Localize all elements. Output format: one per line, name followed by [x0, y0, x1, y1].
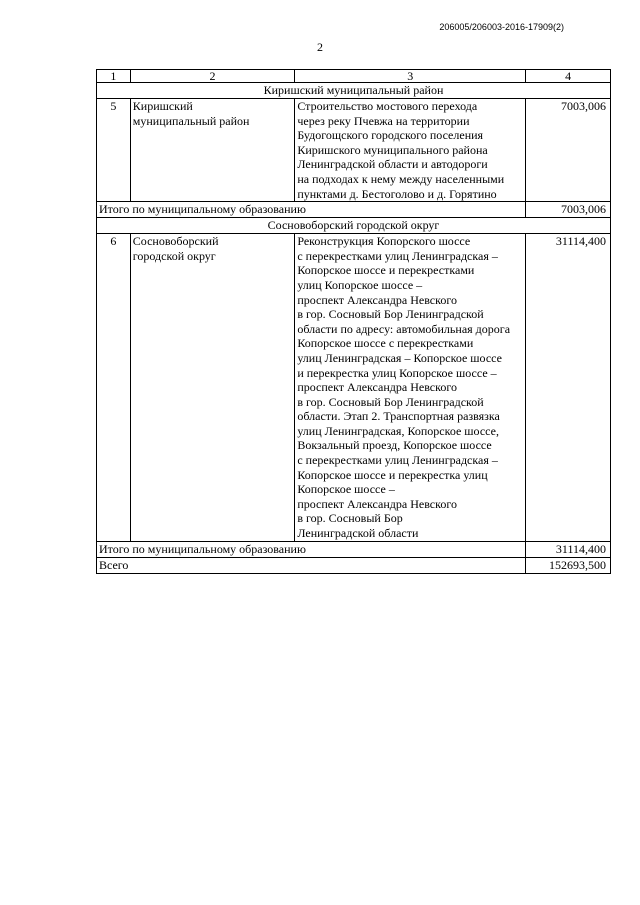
column-number-row [97, 70, 611, 83]
subtotal-label: Итого по муниципальному образованию [97, 202, 526, 218]
funding-table [96, 69, 611, 574]
page-number: 2 [317, 40, 323, 54]
subtotal-row [97, 202, 611, 218]
table-row [97, 234, 611, 541]
municipality-name: Киришский муниципальный район [130, 99, 295, 202]
section-row-kirishi [97, 83, 611, 99]
column-header-4: 4 [526, 70, 611, 83]
section-row-sosnovy-bor [97, 218, 611, 234]
amount: 7003,006 [526, 99, 611, 202]
subtotal-row [97, 541, 611, 557]
table-row [97, 99, 611, 202]
section-title: Сосновоборский городской округ [97, 218, 611, 234]
column-header-3: 3 [295, 70, 526, 83]
subtotal-label: Итого по муниципальному образованию [97, 541, 526, 557]
row-number: 5 [97, 99, 131, 202]
subtotal-amount: 7003,006 [526, 202, 611, 218]
total-label: Всего [97, 557, 526, 573]
document-id: 206005/206003-2016-17909(2) [439, 22, 564, 32]
row-number: 6 [97, 234, 131, 541]
section-title: Киришский муниципальный район [97, 83, 611, 99]
project-description: Реконструкция Копорского шоссе с перекрестками улиц Ленинградская – Копорское шоссе и перекрестками улиц Копорское шоссе – проспект Александра Невского в гор. Сосновый Бор Ленинградской области по адресу: автомобильная дорога Копорское шоссе с перекрестками улиц Ленинградская – Копорское шоссе и перекрестка улиц Копорское шоссе – проспект Александра Невского в гор. Сосновый Бор Ленинградской области. Этап 2. Транспортная развязка улиц Ленинградская, Копорское шоссе, Вокзальный проезд, Копорское шоссе с перекрестками улиц Ленинградская – Копорское шоссе и перекрестка улиц Копорское шоссе – проспект Александра Невского в гор. Сосновый Бор Ленинградской области [295, 234, 526, 541]
column-header-2: 2 [130, 70, 295, 83]
grand-total-row [97, 557, 611, 573]
project-description: Строительство мостового перехода через реку Пчевжа на территории Будогощского городского поселения Киришского муниципального района Ленинградской области и автодороги на подходах к нему между населенными пунктами д. Бестоголово и д. Горятино [295, 99, 526, 202]
subtotal-amount: 31114,400 [526, 541, 611, 557]
municipality-name: Сосновоборский городской округ [130, 234, 295, 541]
column-header-1: 1 [97, 70, 131, 83]
total-amount: 152693,500 [526, 557, 611, 573]
amount: 31114,400 [526, 234, 611, 541]
